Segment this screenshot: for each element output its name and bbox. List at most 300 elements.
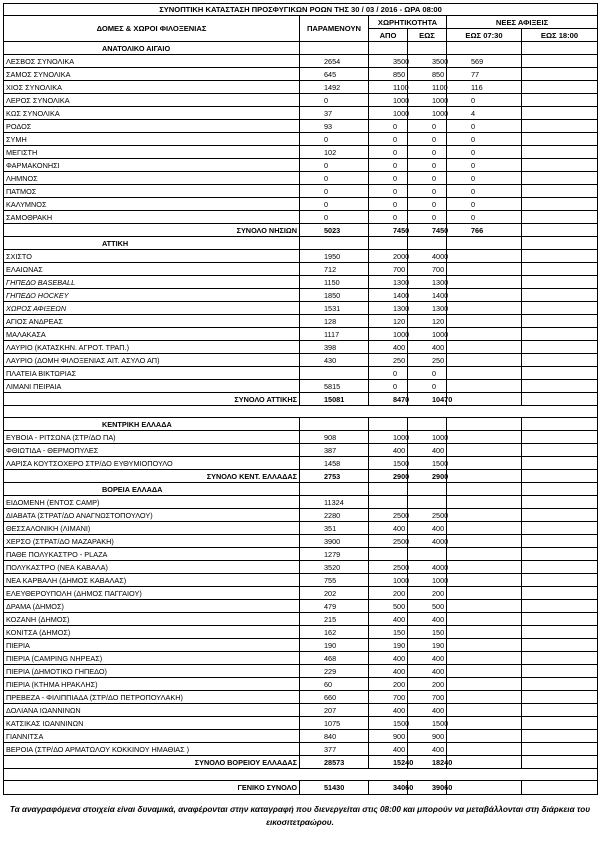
- empty-cell: [300, 483, 369, 496]
- facility-name: ΓΙΑΝΝΙΤΣΑ: [4, 730, 300, 743]
- arrivals-0730-cell: [447, 535, 522, 548]
- table-row: [4, 444, 598, 457]
- arrivals-0730-cell: [447, 717, 522, 730]
- arrivals-1800-cell: [522, 263, 598, 276]
- empty-cell: [300, 418, 369, 431]
- facility-name: ΔΙΑΒΑΤΑ (ΣΤΡΑΤ/ΔΟ ΑΝΑΓΝΩΣΤΟΠΟΥΛΟΥ): [4, 509, 300, 522]
- facility-name: ΘΕΣΣΑΛΟΝΙΚΗ (ΛΙΜΑΝΙ): [4, 522, 300, 535]
- arrivals-1800-cell: [522, 509, 598, 522]
- arrivals-0730-header: ΕΩΣ 07:30: [447, 29, 522, 42]
- remaining-cell: 1279: [300, 548, 369, 561]
- capacity-to-cell: 400: [408, 743, 447, 756]
- capacity-to-cell: 0: [408, 380, 447, 393]
- arrivals-1800-cell: [522, 717, 598, 730]
- facility-name: ΔΡΑΜΑ (ΔΗΜΟΣ): [4, 600, 300, 613]
- capacity-from-cell: 700: [369, 691, 408, 704]
- facility-name: ΠΙΕΡΙΑ: [4, 639, 300, 652]
- arrivals-0730-cell: [447, 289, 522, 302]
- arrivals-0730-cell: [447, 315, 522, 328]
- table-row: [4, 211, 598, 224]
- arrivals-0730-cell: 0: [447, 211, 522, 224]
- arrivals-1800-cell: [522, 198, 598, 211]
- table-row: [4, 704, 598, 717]
- arrivals-1800-cell: [522, 691, 598, 704]
- remaining-cell: 1117: [300, 328, 369, 341]
- arrivals-0730-cell: [447, 639, 522, 652]
- facility-name: ΓΗΠΕΔΟ HOCKEY: [4, 289, 300, 302]
- capacity-to-cell: 200: [408, 587, 447, 600]
- total-arrivals-1800-cell: [522, 756, 598, 769]
- remaining-cell: 2280: [300, 509, 369, 522]
- capacity-from-cell: 2500: [369, 509, 408, 522]
- capacity-from-cell: 400: [369, 613, 408, 626]
- capacity-from-cell: 1300: [369, 302, 408, 315]
- capacity-from-cell: 400: [369, 522, 408, 535]
- remaining-cell: 162: [300, 626, 369, 639]
- table-row: [4, 133, 598, 146]
- capacity-from-cell: 1000: [369, 574, 408, 587]
- facility-name: ΑΓΙΟΣ ΑΝΔΡΕΑΣ: [4, 315, 300, 328]
- capacity-to-cell: 1500: [408, 717, 447, 730]
- arrivals-1800-cell: [522, 289, 598, 302]
- table-row: [4, 691, 598, 704]
- remaining-cell: 0: [300, 185, 369, 198]
- capacity-to-cell: 700: [408, 263, 447, 276]
- capacity-from-cell: 0: [369, 172, 408, 185]
- capacity-from-cell: 400: [369, 444, 408, 457]
- remaining-cell: 215: [300, 613, 369, 626]
- table-row: [4, 548, 598, 561]
- empty-cell: [447, 418, 522, 431]
- table-row: [4, 380, 598, 393]
- empty-cell: [300, 237, 369, 250]
- section-total-label: ΣΥΝΟΛΟ ΝΗΣΙΩΝ: [4, 224, 300, 237]
- total-arrivals-1800-cell: [522, 470, 598, 483]
- capacity-from-cell: [369, 496, 408, 509]
- arrivals-0730-cell: [447, 743, 522, 756]
- empty-cell: [522, 237, 598, 250]
- section-total-label: ΣΥΝΟΛΟ ΒΟΡΕΙΟΥ ΕΛΛΑΔΑΣ: [4, 756, 300, 769]
- section-total-row: [4, 756, 598, 769]
- capacity-from-cell: 900: [369, 730, 408, 743]
- section-name: ΚΕΝΤΡΙΚΗ ΕΛΛΑΔΑ: [4, 418, 300, 431]
- arrivals-1800-cell: [522, 55, 598, 68]
- remaining-cell: 377: [300, 743, 369, 756]
- arrivals-1800-cell: [522, 587, 598, 600]
- table-row: [4, 328, 598, 341]
- facility-name: ΛΑΥΡΙΟ (ΔΟΜΗ ΦΙΛΟΞΕΝΙΑΣ ΑΙΤ. ΑΣΥΛΟ ΑΠ): [4, 354, 300, 367]
- capacity-to-cell: 0: [408, 198, 447, 211]
- facility-name: ΚΟΝΙΤΣΑ (ΔΗΜΟΣ): [4, 626, 300, 639]
- arrivals-0730-cell: [447, 431, 522, 444]
- table-row: [4, 250, 598, 263]
- table-row: [4, 68, 598, 81]
- facility-name: ΧΩΡΟΣ ΑΦΙΞΕΩΝ: [4, 302, 300, 315]
- arrivals-1800-cell: [522, 704, 598, 717]
- facility-name: ΚΑΤΣΙΚΑΣ ΙΩΑΝΝΙΝΩΝ: [4, 717, 300, 730]
- arrivals-1800-cell: [522, 743, 598, 756]
- arrivals-0730-cell: [447, 457, 522, 470]
- arrivals-0730-cell: [447, 626, 522, 639]
- arrivals-1800-cell: [522, 548, 598, 561]
- spacer-row: [4, 769, 598, 781]
- capacity-from-cell: 1400: [369, 289, 408, 302]
- section-total-label: ΣΥΝΟΛΟ ΚΕΝΤ. ΕΛΛΑΔΑΣ: [4, 470, 300, 483]
- table-row: [4, 652, 598, 665]
- table-body: [4, 42, 598, 795]
- arrivals-0730-cell: 0: [447, 133, 522, 146]
- section-name: ΒΟΡΕΙΑ ΕΛΛΑΔΑ: [4, 483, 300, 496]
- remaining-cell: 0: [300, 172, 369, 185]
- arrivals-1800-cell: [522, 250, 598, 263]
- capacity-to-cell: 0: [408, 120, 447, 133]
- capacity-to-cell: 400: [408, 341, 447, 354]
- table-row: [4, 354, 598, 367]
- spacer-row: [4, 406, 598, 418]
- capacity-from-cell: 0: [369, 367, 408, 380]
- table-row: [4, 302, 598, 315]
- capacity-to-cell: 1300: [408, 276, 447, 289]
- arrivals-1800-cell: [522, 678, 598, 691]
- capacity-to-cell: 500: [408, 600, 447, 613]
- capacity-from-cell: 400: [369, 652, 408, 665]
- table-row: [4, 315, 598, 328]
- facility-name: ΛΑΥΡΙΟ (ΚΑΤΑΣΚΗΝ. ΑΓΡΟΤ. ΤΡΑΠ.): [4, 341, 300, 354]
- total-arrivals-1800-cell: [522, 393, 598, 406]
- table-row: [4, 289, 598, 302]
- capacity-from-cell: 0: [369, 380, 408, 393]
- capacity-to-cell: 150: [408, 626, 447, 639]
- remaining-cell: 3520: [300, 561, 369, 574]
- remaining-cell: 128: [300, 315, 369, 328]
- arrivals-1800-cell: [522, 574, 598, 587]
- report-title: ΣΥΝΟΠΤΙΚΗ ΚΑΤΑΣΤΑΣΗ ΠΡΟΣΦΥΓΙΚΩΝ ΡΟΩΝ ΤΗΣ 30 / 03 / 2016 - ΩΡΑ 08:00: [4, 4, 598, 16]
- capacity-to-cell: 1000: [408, 94, 447, 107]
- total-capacity-to-cell: 7450: [408, 224, 447, 237]
- remaining-cell: 3900: [300, 535, 369, 548]
- facility-name: ΣΑΜΟΘΡΑΚΗ: [4, 211, 300, 224]
- capacity-to-cell: 200: [408, 678, 447, 691]
- capacity-to-cell: 400: [408, 522, 447, 535]
- table-row: [4, 613, 598, 626]
- arrivals-1800-cell: [522, 457, 598, 470]
- table-row: [4, 341, 598, 354]
- arrivals-0730-cell: [447, 548, 522, 561]
- capacity-from-cell: 400: [369, 704, 408, 717]
- arrivals-0730-cell: [447, 302, 522, 315]
- section-name: ΑΤΤΙΚΗ: [4, 237, 300, 250]
- new-arrivals-header: ΝΕΕΣ ΑΦΙΞΕΙΣ: [447, 16, 598, 29]
- table-row: [4, 81, 598, 94]
- remaining-cell: 1150: [300, 276, 369, 289]
- empty-cell: [522, 418, 598, 431]
- spacer-cell: [4, 406, 598, 418]
- table-row: [4, 639, 598, 652]
- capacity-from-cell: 1000: [369, 328, 408, 341]
- arrivals-0730-cell: [447, 704, 522, 717]
- remaining-cell: 0: [300, 94, 369, 107]
- title-row: [4, 4, 598, 16]
- capacity-from-cell: 700: [369, 263, 408, 276]
- remaining-cell: 1950: [300, 250, 369, 263]
- facility-name: ΠΙΕΡΙΑ (CAMPING ΝΗΡΕΑΣ): [4, 652, 300, 665]
- empty-cell: [369, 483, 408, 496]
- section-total-row: [4, 470, 598, 483]
- arrivals-0730-cell: [447, 367, 522, 380]
- remaining-cell: 202: [300, 587, 369, 600]
- facility-name: ΛΑΡΙΣΑ ΚΟΥΤΣΟΧΕΡΟ ΣΤΡ/ΔΟ ΕΥΘΥΜΙΟΠΟΥΛΟ: [4, 457, 300, 470]
- facility-name: ΚΟΖΑΝΗ (ΔΗΜΟΣ): [4, 613, 300, 626]
- capacity-to-cell: 400: [408, 652, 447, 665]
- arrivals-1800-cell: [522, 172, 598, 185]
- facility-name: ΚΩΣ ΣΥΝΟΛΙΚΑ: [4, 107, 300, 120]
- remaining-cell: 93: [300, 120, 369, 133]
- arrivals-1800-cell: [522, 185, 598, 198]
- remaining-cell: 398: [300, 341, 369, 354]
- table-row: [4, 55, 598, 68]
- arrivals-0730-cell: [447, 341, 522, 354]
- remaining-cell: 0: [300, 133, 369, 146]
- capacity-to-cell: 4000: [408, 561, 447, 574]
- capacity-to-cell: 0: [408, 159, 447, 172]
- table-row: [4, 159, 598, 172]
- capacity-header: ΧΩΡΗΤΙΚΟΤΗΤΑ: [369, 16, 447, 29]
- empty-cell: [369, 418, 408, 431]
- facility-name: ΠΙΕΡΙΑ (ΔΗΜΟΤΙΚΟ ΓΗΠΕΔΟ): [4, 665, 300, 678]
- facility-name: ΜΑΛΑΚΑΣΑ: [4, 328, 300, 341]
- capacity-to-cell: 1000: [408, 328, 447, 341]
- total-arrivals-1800-cell: [522, 224, 598, 237]
- arrivals-0730-cell: [447, 276, 522, 289]
- arrivals-1800-cell: [522, 444, 598, 457]
- remaining-cell: 755: [300, 574, 369, 587]
- section-total-row: [4, 393, 598, 406]
- remaining-cell: 712: [300, 263, 369, 276]
- arrivals-1800-cell: [522, 354, 598, 367]
- arrivals-1800-cell: [522, 211, 598, 224]
- capacity-from-cell: 1100: [369, 81, 408, 94]
- capacity-from-cell: 2000: [369, 250, 408, 263]
- capacity-from-cell: 2500: [369, 561, 408, 574]
- grand-arrivals-1800-cell: [522, 781, 598, 795]
- grand-remaining-cell: 51430: [300, 781, 369, 795]
- grand-arrivals-0730-cell: [447, 781, 522, 795]
- arrivals-0730-cell: 0: [447, 159, 522, 172]
- empty-cell: [447, 42, 522, 55]
- arrivals-1800-cell: [522, 68, 598, 81]
- arrivals-0730-cell: [447, 522, 522, 535]
- arrivals-0730-cell: [447, 665, 522, 678]
- capacity-from-cell: 200: [369, 678, 408, 691]
- capacity-to-cell: 4000: [408, 535, 447, 548]
- empty-cell: [408, 42, 447, 55]
- arrivals-0730-cell: 0: [447, 94, 522, 107]
- arrivals-0730-cell: [447, 328, 522, 341]
- section-total-row: [4, 224, 598, 237]
- table-row: [4, 367, 598, 380]
- arrivals-1800-cell: [522, 81, 598, 94]
- arrivals-1800-cell: [522, 431, 598, 444]
- table-row: [4, 263, 598, 276]
- table-row: [4, 146, 598, 159]
- facilities-header: ΔΟΜΕΣ & ΧΩΡΟΙ ΦΙΛΟΞΕΝΙΑΣ: [4, 16, 300, 42]
- grand-capacity-to-cell: 39060: [408, 781, 447, 795]
- capacity-to-cell: 2500: [408, 509, 447, 522]
- empty-cell: [522, 42, 598, 55]
- remaining-cell: 468: [300, 652, 369, 665]
- capacity-to-cell: 0: [408, 172, 447, 185]
- capacity-to-cell: 1000: [408, 574, 447, 587]
- facility-name: ΚΑΛΥΜΝΟΣ: [4, 198, 300, 211]
- capacity-from-cell: 3500: [369, 55, 408, 68]
- capacity-to-cell: 1500: [408, 457, 447, 470]
- total-remaining-cell: 5023: [300, 224, 369, 237]
- capacity-to-cell: 1400: [408, 289, 447, 302]
- facility-name: ΝΕΑ ΚΑΡΒΑΛΗ (ΔΗΜΟΣ ΚΑΒΑΛΑΣ): [4, 574, 300, 587]
- arrivals-1800-cell: [522, 522, 598, 535]
- arrivals-1800-cell: [522, 341, 598, 354]
- arrivals-0730-cell: [447, 561, 522, 574]
- arrivals-0730-cell: [447, 354, 522, 367]
- arrivals-1800-cell: [522, 94, 598, 107]
- capacity-to-cell: 700: [408, 691, 447, 704]
- empty-cell: [447, 237, 522, 250]
- remaining-cell: 5815: [300, 380, 369, 393]
- arrivals-0730-cell: [447, 444, 522, 457]
- section-header-row: [4, 237, 598, 250]
- remaining-cell: 2654: [300, 55, 369, 68]
- arrivals-0730-cell: [447, 730, 522, 743]
- section-header-row: [4, 483, 598, 496]
- table-row: [4, 94, 598, 107]
- arrivals-1800-cell: [522, 107, 598, 120]
- table-row: [4, 185, 598, 198]
- remaining-cell: 351: [300, 522, 369, 535]
- capacity-from-cell: 0: [369, 120, 408, 133]
- arrivals-1800-cell: [522, 380, 598, 393]
- table-row: [4, 626, 598, 639]
- table-row: [4, 522, 598, 535]
- capacity-from-cell: 120: [369, 315, 408, 328]
- table-row: [4, 600, 598, 613]
- capacity-from-cell: 0: [369, 133, 408, 146]
- facility-name: ΣΧΙΣΤΟ: [4, 250, 300, 263]
- capacity-from-header: ΑΠΟ: [369, 29, 408, 42]
- total-arrivals-0730-cell: [447, 756, 522, 769]
- facility-name: ΕΥΒΟΙΑ - ΡΙΤΣΩΝΑ (ΣΤΡ/ΔΟ ΠΑ): [4, 431, 300, 444]
- arrivals-0730-cell: [447, 496, 522, 509]
- facility-name: ΛΕΣΒΟΣ ΣΥΝΟΛΙΚΑ: [4, 55, 300, 68]
- facility-name: ΣΥΜΗ: [4, 133, 300, 146]
- report-page: [3, 3, 597, 829]
- arrivals-1800-cell: [522, 626, 598, 639]
- arrivals-1800-cell: [522, 276, 598, 289]
- remaining-cell: 102: [300, 146, 369, 159]
- arrivals-1800-cell: [522, 535, 598, 548]
- total-remaining-cell: 2753: [300, 470, 369, 483]
- capacity-to-cell: [408, 496, 447, 509]
- remaining-cell: 207: [300, 704, 369, 717]
- arrivals-0730-cell: [447, 600, 522, 613]
- capacity-from-cell: 1500: [369, 457, 408, 470]
- capacity-to-cell: 400: [408, 665, 447, 678]
- remaining-cell: 1075: [300, 717, 369, 730]
- facility-name: ΜΕΓΙΣΤΗ: [4, 146, 300, 159]
- table-row: [4, 535, 598, 548]
- capacity-to-cell: 0: [408, 133, 447, 146]
- remaining-cell: 660: [300, 691, 369, 704]
- arrivals-0730-cell: [447, 509, 522, 522]
- arrivals-0730-cell: 4: [447, 107, 522, 120]
- header-row-1: [4, 16, 598, 29]
- empty-cell: [408, 418, 447, 431]
- total-capacity-to-cell: 10470: [408, 393, 447, 406]
- facility-name: ΦΑΡΜΑΚΟΝΗΣΙ: [4, 159, 300, 172]
- capacity-from-cell: 1500: [369, 717, 408, 730]
- arrivals-1800-cell: [522, 613, 598, 626]
- capacity-from-cell: [369, 548, 408, 561]
- remaining-cell: 387: [300, 444, 369, 457]
- capacity-from-cell: 2500: [369, 535, 408, 548]
- capacity-to-cell: 1000: [408, 431, 447, 444]
- capacity-from-cell: 400: [369, 665, 408, 678]
- arrivals-1800-cell: [522, 367, 598, 380]
- total-capacity-from-cell: 7450: [369, 224, 408, 237]
- capacity-to-cell: 1100: [408, 81, 447, 94]
- table-row: [4, 743, 598, 756]
- table-row: [4, 276, 598, 289]
- arrivals-0730-cell: 0: [447, 120, 522, 133]
- capacity-to-cell: 4000: [408, 250, 447, 263]
- facility-name: ΠΑΤΜΟΣ: [4, 185, 300, 198]
- capacity-to-cell: 1300: [408, 302, 447, 315]
- remaining-cell: 190: [300, 639, 369, 652]
- capacity-to-cell: 0: [408, 367, 447, 380]
- arrivals-0730-cell: [447, 574, 522, 587]
- table-row: [4, 561, 598, 574]
- arrivals-0730-cell: [447, 263, 522, 276]
- total-capacity-to-cell: 2900: [408, 470, 447, 483]
- capacity-from-cell: 850: [369, 68, 408, 81]
- facility-name: ΠΡΕΒΕΖΑ - ΦΙΛΙΠΠΙΑΔΑ (ΣΤΡ/ΔΟ ΠΕΤΡΟΠΟΥΛΑΚΗ): [4, 691, 300, 704]
- facility-name: ΛΕΡΟΣ ΣΥΝΟΛΙΚΑ: [4, 94, 300, 107]
- capacity-to-cell: [408, 548, 447, 561]
- section-total-label: ΣΥΝΟΛΟ ΑΤΤΙΚΗΣ: [4, 393, 300, 406]
- capacity-to-cell: 0: [408, 146, 447, 159]
- capacity-from-cell: 200: [369, 587, 408, 600]
- remaining-header: ΠΑΡΑΜΕΝΟΥΝ: [300, 16, 369, 42]
- empty-cell: [300, 42, 369, 55]
- facility-name: ΠΙΕΡΙΑ (ΚΤΗΜΑ ΗΡΑΚΛΗΣ): [4, 678, 300, 691]
- facility-name: ΠΑΘΕ ΠΟΛΥΚΑΣΤΡΟ - PLAZA: [4, 548, 300, 561]
- facility-name: ΧΕΡΣΟ (ΣΤΡΑΤ/ΔΟ ΜΑΖΑΡΑΚΗ): [4, 535, 300, 548]
- remaining-cell: [300, 367, 369, 380]
- empty-cell: [447, 483, 522, 496]
- capacity-from-cell: 400: [369, 341, 408, 354]
- remaining-cell: 908: [300, 431, 369, 444]
- capacity-to-cell: 190: [408, 639, 447, 652]
- capacity-from-cell: 190: [369, 639, 408, 652]
- table-row: [4, 509, 598, 522]
- arrivals-0730-cell: 116: [447, 81, 522, 94]
- arrivals-0730-cell: [447, 380, 522, 393]
- arrivals-1800-cell: [522, 120, 598, 133]
- capacity-from-cell: 0: [369, 211, 408, 224]
- arrivals-0730-cell: [447, 652, 522, 665]
- facility-name: ΠΛΑΤΕΙΑ ΒΙΚΤΩΡΙΑΣ: [4, 367, 300, 380]
- total-remaining-cell: 28573: [300, 756, 369, 769]
- arrivals-1800-cell: [522, 730, 598, 743]
